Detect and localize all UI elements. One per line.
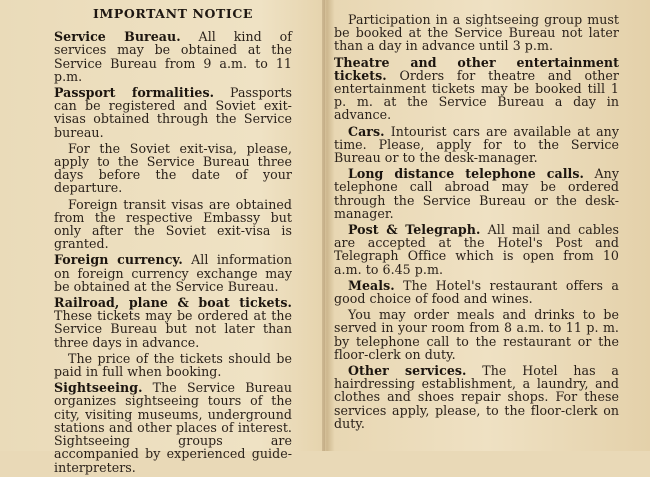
transit-visa-paragraph: Foreign transit visas are obtained from the respective Embassy but only after the Soviet exit-visa is granted. <box>54 196 292 252</box>
section-title: Sightseeing. <box>54 380 143 396</box>
tickets-paragraph <box>54 296 292 349</box>
section-text: The Hotel has a hairdressing establishment, a laundry, and clothes and shoes repair shops. For these services apply, please, to the floor-clerk on duty. <box>334 363 619 431</box>
section-text: Orders for theatre and other entertainment tickets may be booked till 1 p. m. at the Service Bureau a day in advance. <box>334 67 619 123</box>
room-service-paragraph: You may order meals and drinks to be served in your room from 8 a.m. to 11 p. m. by telephone call to the restaurant or the floor-clerk on duty. <box>334 307 619 362</box>
telephone-paragraph <box>334 167 619 220</box>
section-title: Theatre and other entertainment tickets. <box>334 54 619 83</box>
group-booking-paragraph: Participation in a sightseeing group must be booked at the Service Bureau not later than a day in advance until 3 p.m. <box>334 12 619 54</box>
notice-heading: IMPORTANT NOTICE <box>92 6 254 21</box>
section-text: All kind of services may be obtained at the Service Bureau from 9 a.m. to 11 p.m. <box>54 29 292 84</box>
exit-visa-paragraph: For the Soviet exit-visa, please, apply to the Service Bureau three days before the date of your departure. <box>54 140 292 196</box>
ticket-price-paragraph: The price of the tickets should be paid in full when booking. <box>54 350 292 380</box>
section-text: These tickets may be ordered at the Service Bureau but not later than three days in advance. <box>54 308 292 350</box>
currency-paragraph <box>54 253 292 293</box>
meals-paragraph <box>334 279 619 305</box>
section-text: Intourist cars are available at any time. Please, apply for to the Service Bureau or to the desk-manager. <box>334 123 619 166</box>
section-title: Long distance telephone calls. <box>348 166 584 182</box>
sightseeing-paragraph <box>54 381 292 473</box>
section-text: The Hotel's restaurant offers a good choice of food and wines. <box>334 277 619 307</box>
section-text: All mail and cables are accepted at the Hotel's Post and Telegraph Office which is open from 10 a.m. to 6.45 p.m. <box>334 222 619 277</box>
right-column <box>334 0 619 433</box>
section-title: Post & Telegraph. <box>348 222 481 238</box>
section-title: Service Bureau. <box>54 29 181 45</box>
passport-paragraph <box>54 86 292 139</box>
section-title: Railroad, plane & boat tickets. <box>54 295 292 311</box>
section-title: Other services. <box>348 363 467 379</box>
section-title: Cars. <box>348 123 385 139</box>
page-fold <box>322 0 325 451</box>
section-text: Any telephone call abroad may be ordered through the Service Bureau or the desk-manager. <box>334 166 619 221</box>
cars-paragraph <box>334 125 619 165</box>
other-services-paragraph <box>334 364 619 430</box>
section-title: Foreign currency. <box>54 252 183 268</box>
section-text: All information on foreign currency exchange may be obtained at the Service Bureau. <box>54 252 292 294</box>
post-telegraph-paragraph <box>334 223 619 276</box>
theatre-paragraph <box>334 56 619 122</box>
section-title: Meals. <box>348 277 395 293</box>
service-bureau-paragraph <box>54 30 292 83</box>
section-text: The Service Bureau organizes sightseeing tours of the city, visiting museums, underground stations and other places of interest. Sightseeing groups are accompanied by experienced guide-interpreters. <box>54 380 292 475</box>
section-text: Passports can be registered and Soviet exit-visas obtained through the Service bureau. <box>54 85 292 140</box>
section-title: Passport formalities. <box>54 85 215 101</box>
left-column <box>54 0 292 477</box>
